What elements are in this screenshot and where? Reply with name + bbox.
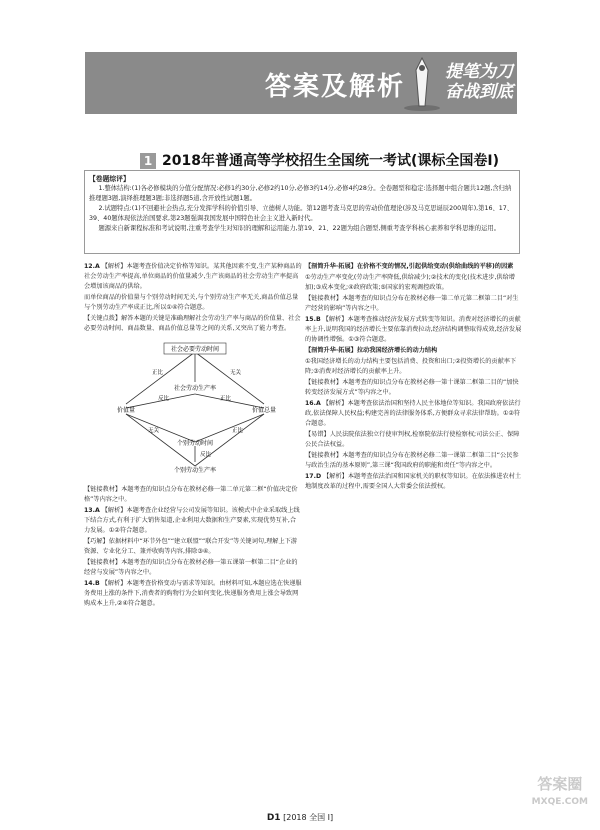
node-individual-labor-time: 个别劳动时间 [176,440,214,447]
edge-label-wuguan-1: 无关 [230,370,242,376]
q13-tip: 【巧解】依据材料中“环节外包”“建立联盟”“联合开发”等关键词句,理解上下游资源、专业化分工、兼并收购等内容,排除③④。 [84,538,298,555]
header-banner [85,52,517,114]
expand2-body: ①我国经济增长的动力结构主要包括消费、投资和出口;②投资增长的贡献率下降;③消费对经济增长的贡献率上升。 [305,358,517,375]
watermark-line-2: MXQE.COM [531,797,588,807]
q12-analysis-cont: 而单位商品的价值量与个别劳动时间无关,与个别劳动生产率无关,商品价值总量与个别劳动生产率成正比,所以①④符合题意。 [84,294,299,311]
exam-title: 2018年普通高等学校招生全国统一考试(课标全国卷Ⅰ) [162,153,499,169]
q12-number: 12.A [84,263,100,270]
q16-tip: 【易错】人民法院依法独立行使审判权,检察院依法行使检察权;司法公正、保障公民合法权益。 [305,431,520,448]
q14-analysis: 【解析】本题考查价格变动与需求等知识。由材料可知,本题应选在快递服务费用上涨的条件下,消费者的购物行为会如何变化,快递服务费用上涨会导致网购成本上升,②④符合题意。 [84,580,302,607]
review-title: 【卷题综评】 [89,175,130,183]
q13-textbook-link: 【链接教材】本题考查的知识点分布在教材必修一第五课第一框第二目“企业的经营与发展”等内容之中。 [84,559,298,576]
footer-label: [2018 全国 Ⅰ] [283,813,334,822]
edge-label-wuguan-2: 无关 [148,428,160,434]
q14-textbook-link: 【链接教材】本题考查的知识点分布在教材必修一第二单元第二框第二目“对生产经营的影响”等内容之中。 [305,295,519,312]
q15-number: 15.B [305,316,321,323]
page-title: 答案及解析 [265,72,406,102]
q13-number: 13.A [84,507,100,514]
edge-label-zhengbi-3: 正比 [232,428,244,434]
q16-textbook-link: 【链接教材】本题考查的知识点分布在教材必修二第一课第二框第二目“公民参与政治生活的基本原则”,第三课“我国政府的职能和责任”等内容之中。 [305,452,519,469]
node-social-productivity: 社会劳动生产率 [173,385,217,392]
review-paragraph-2: 2.试题特点:(1)不回避社会热点,充分发挥学科的价值引导、立德树人功能。第12题考查马克思的劳动价值理论(涉及马克思诞辰200周年),第16、17、39、40题体现依法治国要求,第23题强调我国发展中国特色社会主义进入新时代。 [89,205,514,222]
q12-key-points: 【关键点拨】解答本题的关键是准确理解社会劳动生产率与商品的价值量、社会必要劳动时间、商品数量、商品价值总量等之间的关系,又突出了能力考查。 [84,315,301,332]
pen-statue-icon [401,54,443,112]
q15-analysis: 【解析】本题考查推动经济发展方式转变等知识。消费对经济增长的贡献率上升,说明我国的经济增长主要依靠消费拉动,经济结构调整取得成效,经济发展的协调性增强。①③符合题意。 [305,316,522,343]
q17-number: 17.D [305,473,322,480]
watermark [532,775,588,811]
slogan [445,62,513,102]
exam-headline [140,150,499,170]
review-paragraph-3: 题源来自新课程标准和考试说明,注重考查学生对知识的理解和运用能力,第19、21、22题为组合题型,侧重考查学科核心素养和学科思维的运用。 [98,225,500,232]
node-value: 价值量 [116,407,136,414]
expand1-body: ①劳动生产率变化(劳动生产率降低,供给减少);②技术的变化(技术进步,供给增加);③成本变化;④政府政策;⑤国家的宏观调控政策。 [305,274,515,291]
q16-number: 16.A [305,400,321,407]
q15-textbook-link: 【链接教材】本题考查的知识点分布在教材必修一第十课第二框第二目的“加快转变经济发展方式”等内容之中。 [305,379,519,396]
q16-analysis: 【解析】本题考查依法治国和坚持人民主体地位等知识。我国政府依法行政,依法保障人民权益;构建完善的法律服务体系,方便群众寻求法律帮助。①②符合题意。 [305,400,521,427]
node-individual-productivity: 个别劳动生产率 [173,467,217,474]
value-relation-diagram [90,338,300,478]
right-column [305,262,523,493]
edge-label-zhengbi: 正比 [152,370,164,376]
edge-label-zhengbi-2: 正比 [220,396,232,402]
page-number: D1 [266,813,281,823]
q14-number: 14.B [84,580,100,587]
edge-label-fanbi-2: 反比 [200,452,212,458]
review-box [84,170,520,254]
q12-analysis: 【解析】本题考查价值决定价格等知识。某其他因素不变,生产某种商品的社会劳动生产率提高,单位商品的价值量减少,生产该商品的社会劳动生产率提高会增加该商品的供给。 [84,263,302,290]
review-paragraph-1: 1.整体结构:(1)各必修模块的分值分配情况:必修1约30分,必修2约10分,必修3约14分,必修4约28分。全卷题型和稳定:选择题中组合题共12题,含归纳推理题3题,演绎推理题3题;非选择题5道,含开放性试题1题。 [89,185,512,202]
page-footer [0,812,600,823]
expand2-title: 【剖简升华·拓展】拉动我国经济增长的动力结构 [305,347,438,354]
expand1-title: 【剖简升华·拓展】在价格不变的情况,引起供给变动(供给曲线的平移)的因素 [305,263,514,270]
q13-analysis: 【解析】本题考查企业经营与公司发展等知识。该模式中企业采取线上线下结合方式,有利于扩大销售渠道,企业利用大数据和生产要素,实现优势互补,合力发展。①②符合题意。 [84,507,300,534]
slogan-line-1: 提笔为刀 [445,62,513,82]
edge-label-fanbi-1: 反比 [158,396,170,402]
q12-textbook-link: 【链接教材】本题考查的知识点分布在教材必修一第二单元第二框“价值决定价格”等内容之中。 [84,486,298,503]
left-column [84,262,302,610]
q17-analysis: 【解析】本题考查依法治国和国家机关的职权等知识。在依法推进农村土地制度改革的过程中,需要全国人大常委会依法授权。 [305,473,522,490]
watermark-line-1: 答案圈 [537,775,583,793]
node-total-value: 价值总量 [251,407,277,414]
slogan-line-2: 奋战到底 [445,82,513,102]
node-social-labor-time: 社会必要劳动时间 [170,346,220,353]
section-number: 1 [140,153,156,169]
